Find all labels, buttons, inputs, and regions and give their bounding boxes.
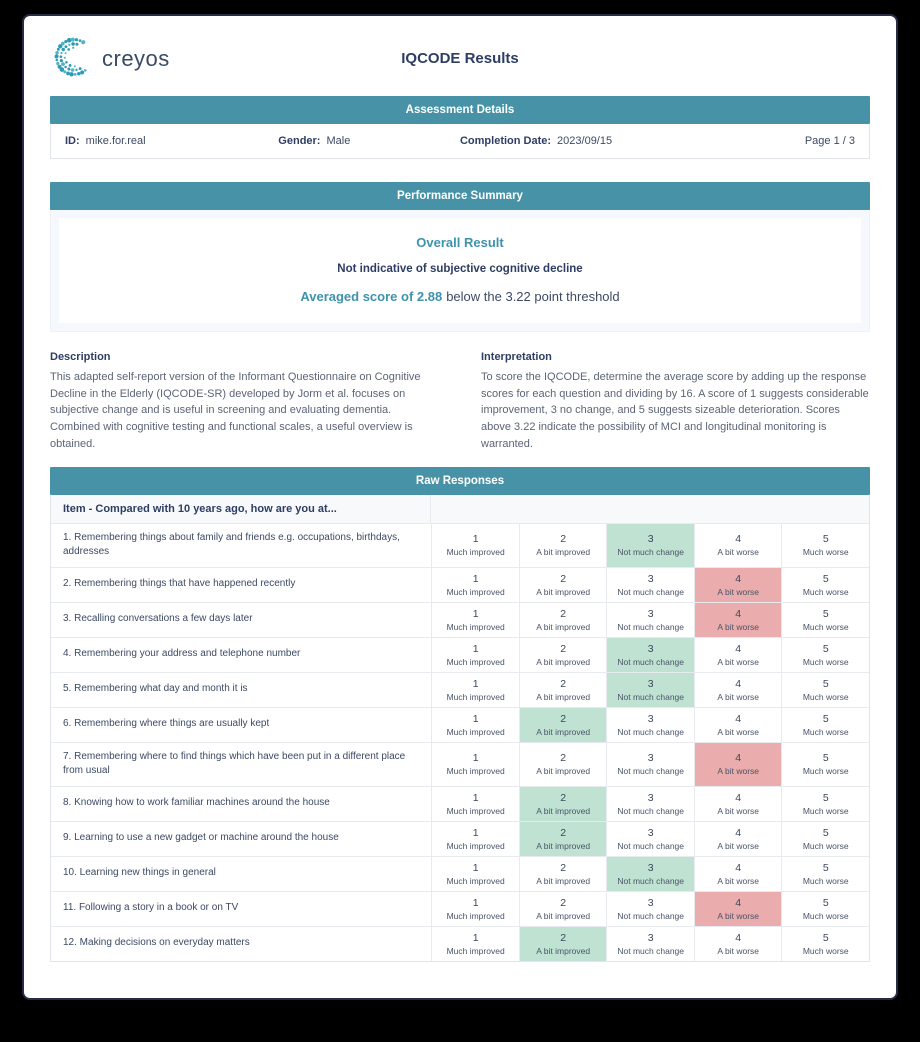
option-value: 4 — [735, 931, 742, 944]
response-option-4 — [694, 524, 782, 567]
gender-field — [278, 135, 460, 147]
option-label: Not much change — [617, 726, 684, 737]
response-option-4-selected — [694, 568, 782, 602]
item-text: 4. Remembering your address and telephone number — [63, 648, 301, 660]
option-label: A bit worse — [717, 875, 759, 886]
item-text: 3. Recalling conversations a few days later — [63, 613, 253, 625]
option-label: Much improved — [446, 586, 505, 597]
option-value: 1 — [472, 752, 479, 765]
response-option-4-selected — [694, 603, 782, 637]
option-value: 5 — [822, 931, 829, 944]
overall-result-box — [59, 218, 861, 323]
option-label: Not much change — [617, 621, 684, 632]
option-value: 2 — [560, 677, 567, 690]
option-value: 5 — [822, 572, 829, 585]
table-row — [51, 672, 869, 707]
option-value: 4 — [735, 607, 742, 620]
option-label: Much worse — [802, 726, 849, 737]
response-option-1 — [431, 673, 519, 707]
response-option-4 — [694, 787, 782, 821]
option-value: 1 — [472, 826, 479, 839]
option-label: A bit worse — [717, 766, 759, 777]
response-option-1 — [431, 787, 519, 821]
item-text: 12. Making decisions on everyday matters — [63, 937, 250, 949]
response-option-3 — [606, 822, 694, 856]
id-value: mike.for.real — [85, 135, 146, 147]
response-option-1 — [431, 568, 519, 602]
score-threshold-text: below the 3.22 point threshold — [446, 289, 620, 304]
option-value: 4 — [735, 752, 742, 765]
option-label: Not much change — [617, 586, 684, 597]
gender-value: Male — [326, 135, 351, 147]
text-columns — [50, 351, 870, 453]
id-field — [65, 135, 278, 147]
option-value: 1 — [472, 931, 479, 944]
response-option-4 — [694, 673, 782, 707]
responses-table-header — [51, 495, 869, 523]
description-column — [50, 351, 439, 453]
option-label: Not much change — [617, 945, 684, 956]
option-value: 4 — [735, 642, 742, 655]
table-row — [51, 742, 869, 786]
option-label: A bit improved — [536, 840, 591, 851]
response-option-2 — [519, 638, 607, 672]
table-row — [51, 567, 869, 602]
option-label: A bit improved — [536, 621, 591, 632]
response-option-3-selected — [606, 524, 694, 567]
option-value: 4 — [735, 572, 742, 585]
response-option-5 — [781, 708, 869, 742]
responses-table-body — [51, 523, 869, 961]
option-label: Much improved — [446, 621, 505, 632]
table-row — [51, 707, 869, 742]
report-header — [50, 28, 870, 90]
option-label: Much worse — [802, 586, 849, 597]
assessment-details-banner: Assessment Details — [50, 96, 870, 124]
option-value: 5 — [822, 752, 829, 765]
response-option-4 — [694, 822, 782, 856]
response-option-1 — [431, 857, 519, 891]
option-label: A bit improved — [536, 586, 591, 597]
response-option-1 — [431, 892, 519, 926]
option-label: A bit worse — [717, 945, 759, 956]
option-value: 5 — [822, 607, 829, 620]
option-label: A bit worse — [717, 805, 759, 816]
assessment-details-section — [50, 96, 870, 159]
completion-date-label: Completion Date: — [459, 135, 552, 147]
option-label: Much worse — [802, 656, 849, 667]
report-page — [22, 14, 898, 1000]
response-option-3-selected — [606, 673, 694, 707]
response-option-2 — [519, 524, 607, 567]
response-option-5 — [781, 568, 869, 602]
response-option-4 — [694, 638, 782, 672]
response-option-3-selected — [606, 857, 694, 891]
option-label: Much improved — [446, 766, 505, 777]
table-row — [51, 926, 869, 961]
option-value: 4 — [735, 861, 742, 874]
option-label: Not much change — [617, 656, 684, 667]
option-value: 1 — [472, 896, 479, 909]
option-value: 4 — [735, 533, 742, 546]
option-label: A bit improved — [536, 875, 591, 886]
option-label: A bit improved — [536, 726, 591, 737]
interpretation-column — [481, 351, 870, 453]
response-option-1 — [431, 822, 519, 856]
response-option-3-selected — [606, 638, 694, 672]
option-value: 5 — [822, 826, 829, 839]
raw-responses-section — [50, 467, 870, 962]
option-label: A bit improved — [536, 547, 591, 558]
creyos-logo-text: creyos — [102, 46, 170, 71]
item-text: 8. Knowing how to work familiar machines around the house — [63, 797, 330, 809]
response-option-4 — [694, 927, 782, 961]
table-row — [51, 523, 869, 567]
option-label: Much improved — [446, 805, 505, 816]
option-value: 1 — [472, 572, 479, 585]
table-row — [51, 891, 869, 926]
item-text: 9. Learning to use a new gadget or machine around the house — [63, 832, 339, 844]
option-value: 1 — [472, 791, 479, 804]
option-value: 2 — [560, 826, 567, 839]
interpretation-heading: Interpretation — [481, 351, 552, 363]
table-row — [51, 637, 869, 672]
item-text: 10. Learning new things in general — [63, 867, 216, 879]
option-value: 5 — [822, 791, 829, 804]
table-row — [51, 786, 869, 821]
option-value: 3 — [647, 642, 654, 655]
table-row — [51, 602, 869, 637]
option-label: Much worse — [802, 840, 849, 851]
option-label: Much worse — [802, 875, 849, 886]
option-value: 3 — [647, 677, 654, 690]
table-row — [51, 821, 869, 856]
item-text: 11. Following a story in a book or on TV — [63, 902, 239, 914]
option-label: Much worse — [802, 547, 849, 558]
option-label: A bit improved — [536, 691, 591, 702]
item-text: 5. Remembering what day and month it is — [63, 683, 248, 695]
option-label: A bit worse — [717, 691, 759, 702]
option-label: A bit improved — [536, 945, 591, 956]
option-value: 2 — [560, 712, 567, 725]
option-value: 2 — [560, 572, 567, 585]
option-value: 3 — [647, 931, 654, 944]
option-label: Not much change — [617, 875, 684, 886]
option-value: 5 — [822, 642, 829, 655]
option-label: A bit worse — [717, 656, 759, 667]
option-value: 4 — [735, 896, 742, 909]
option-value: 5 — [822, 896, 829, 909]
completion-date-value: 2023/09/15 — [557, 135, 613, 147]
option-label: Much worse — [802, 621, 849, 632]
option-value: 2 — [560, 642, 567, 655]
score-line — [79, 289, 841, 304]
option-value: 1 — [472, 861, 479, 874]
option-value: 5 — [822, 861, 829, 874]
response-option-2 — [519, 568, 607, 602]
response-option-3 — [606, 892, 694, 926]
option-value: 2 — [560, 752, 567, 765]
response-option-2 — [519, 892, 607, 926]
option-label: A bit improved — [536, 910, 591, 921]
option-label: Much improved — [446, 945, 505, 956]
option-label: Not much change — [617, 691, 684, 702]
response-option-2-selected — [519, 787, 607, 821]
response-option-2-selected — [519, 822, 607, 856]
response-option-3 — [606, 708, 694, 742]
response-option-2 — [519, 857, 607, 891]
option-value: 2 — [560, 607, 567, 620]
option-value: 5 — [822, 533, 829, 546]
option-label: Much improved — [446, 726, 505, 737]
response-option-1 — [431, 743, 519, 786]
response-option-5 — [781, 743, 869, 786]
response-option-3 — [606, 787, 694, 821]
option-label: Much worse — [802, 945, 849, 956]
response-option-1 — [431, 524, 519, 567]
response-option-2-selected — [519, 927, 607, 961]
option-label: Much worse — [802, 691, 849, 702]
option-label: A bit worse — [717, 840, 759, 851]
option-value: 5 — [822, 677, 829, 690]
option-label: A bit improved — [536, 656, 591, 667]
option-value: 3 — [647, 572, 654, 585]
option-value: 4 — [735, 677, 742, 690]
performance-summary-body — [50, 210, 870, 332]
option-label: Much worse — [802, 766, 849, 777]
score-highlight: Averaged score of 2.88 — [300, 289, 443, 304]
response-option-5 — [781, 822, 869, 856]
response-option-2 — [519, 603, 607, 637]
response-option-1 — [431, 708, 519, 742]
interpretation-body: To score the IQCODE, determine the average score by adding up the response scores for each question and dividing by 16. A score of 1 suggests considerable improvement, 3 no change, and 5 suggests sizeable deterioration. Scores above 3.22 indicate the possibility of MCI and longitudinal monitoring is warranted. — [481, 371, 869, 450]
option-label: A bit worse — [717, 910, 759, 921]
option-value: 2 — [560, 533, 567, 546]
option-label: Much worse — [802, 805, 849, 816]
item-text: 1. Remembering things about family and friends e.g. occupations, birthdays, addresses — [63, 531, 400, 558]
response-option-5 — [781, 927, 869, 961]
option-value: 1 — [472, 712, 479, 725]
response-option-2 — [519, 673, 607, 707]
option-label: A bit worse — [717, 586, 759, 597]
overall-result-text: Not indicative of subjective cognitive decline — [337, 263, 583, 275]
option-label: A bit worse — [717, 621, 759, 632]
option-label: Not much change — [617, 910, 684, 921]
item-column-header: Item - Compared with 10 years ago, how are you at... — [51, 495, 431, 523]
response-option-5 — [781, 892, 869, 926]
performance-summary-section — [50, 182, 870, 332]
response-option-5 — [781, 857, 869, 891]
response-option-4-selected — [694, 892, 782, 926]
option-label: Much improved — [446, 547, 505, 558]
overall-result-heading: Overall Result — [416, 235, 504, 250]
option-label: Much improved — [446, 656, 505, 667]
option-value: 1 — [472, 642, 479, 655]
option-value: 3 — [647, 826, 654, 839]
response-option-5 — [781, 638, 869, 672]
response-option-5 — [781, 787, 869, 821]
gender-label: Gender: — [278, 135, 321, 147]
option-label: Much improved — [446, 840, 505, 851]
response-option-3 — [606, 568, 694, 602]
completion-date-field — [460, 135, 805, 147]
description-body: This adapted self-report version of the Informant Questionnaire on Cognitive Decline in the Elderly (IQCODE-SR) developed by Jorm et al. focuses on subjective change and is useful in screening and evaluating dementia. Combined with cognitive testing and functional scales, a useful overview is obtained. — [50, 371, 421, 450]
option-value: 2 — [560, 861, 567, 874]
response-option-3 — [606, 603, 694, 637]
option-label: Much improved — [446, 691, 505, 702]
option-label: A bit improved — [536, 805, 591, 816]
item-text: 6. Remembering where things are usually kept — [63, 718, 270, 730]
description-heading: Description — [50, 351, 111, 363]
option-value: 2 — [560, 931, 567, 944]
option-label: A bit worse — [717, 726, 759, 737]
response-option-4 — [694, 708, 782, 742]
option-value: 3 — [647, 533, 654, 546]
response-option-5 — [781, 524, 869, 567]
option-value: 3 — [647, 752, 654, 765]
option-value: 1 — [472, 677, 479, 690]
response-option-2 — [519, 743, 607, 786]
option-label: Much improved — [446, 875, 505, 886]
page-indicator: Page 1 / 3 — [804, 135, 855, 147]
option-value: 2 — [560, 896, 567, 909]
response-option-1 — [431, 638, 519, 672]
response-option-2-selected — [519, 708, 607, 742]
option-value: 4 — [735, 791, 742, 804]
option-value: 2 — [560, 791, 567, 804]
option-label: Not much change — [617, 805, 684, 816]
option-label: Much improved — [446, 910, 505, 921]
response-option-1 — [431, 927, 519, 961]
responses-table — [50, 495, 870, 962]
assessment-details-row — [50, 124, 870, 159]
id-label: ID: — [65, 135, 80, 147]
response-option-3 — [606, 927, 694, 961]
item-text: 2. Remembering things that have happened recently — [63, 578, 296, 590]
raw-responses-banner: Raw Responses — [50, 467, 870, 495]
response-option-4-selected — [694, 743, 782, 786]
option-value: 3 — [647, 791, 654, 804]
option-value: 1 — [472, 533, 479, 546]
option-value: 5 — [822, 712, 829, 725]
option-label: A bit improved — [536, 766, 591, 777]
performance-summary-banner: Performance Summary — [50, 182, 870, 210]
option-value: 3 — [647, 896, 654, 909]
item-text: 7. Remembering where to find things which have been put in a different place from usual — [63, 750, 406, 777]
option-value: 3 — [647, 861, 654, 874]
option-label: Much worse — [802, 910, 849, 921]
option-value: 3 — [647, 607, 654, 620]
response-option-4 — [694, 857, 782, 891]
option-value: 3 — [647, 712, 654, 725]
option-value: 4 — [735, 712, 742, 725]
option-label: Not much change — [617, 840, 684, 851]
table-row — [51, 856, 869, 891]
page-title: IQCODE Results — [401, 50, 519, 67]
option-label: Not much change — [617, 766, 684, 777]
option-label: A bit worse — [717, 547, 759, 558]
option-label: Not much change — [617, 547, 684, 558]
response-option-5 — [781, 603, 869, 637]
option-value: 4 — [735, 826, 742, 839]
response-option-1 — [431, 603, 519, 637]
response-option-5 — [781, 673, 869, 707]
option-value: 1 — [472, 607, 479, 620]
response-option-3 — [606, 743, 694, 786]
